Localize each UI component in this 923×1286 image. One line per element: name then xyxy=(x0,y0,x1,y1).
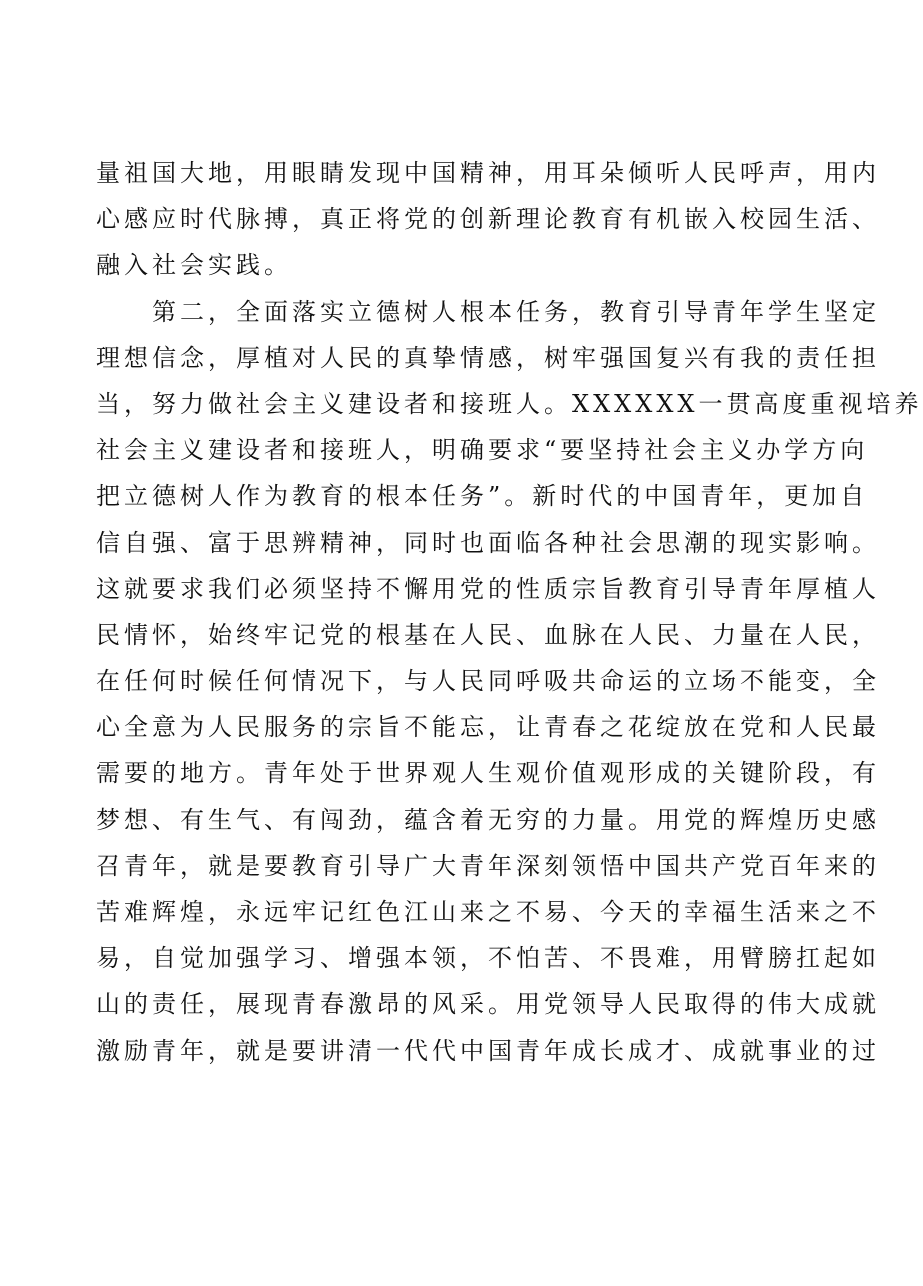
text-line: 信自强、富于思辨精神，同时也面临各种社会思潮的现实影响。 xyxy=(96,528,880,557)
text-line: 这就要求我们必须坚持不懈用党的性质宗旨教育引导青年厚植人 xyxy=(96,574,880,603)
text-line: 心全意为人民服务的宗旨不能忘，让青春之花绽放在党和人民最 xyxy=(96,713,880,742)
text-line: 召青年，就是要教育引导广大青年深刻领悟中国共产党百年来的 xyxy=(96,851,880,880)
text-line: 激励青年，就是要讲清一代代中国青年成长成才、成就事业的过 xyxy=(96,1036,880,1065)
text-line: 需要的地方。青年处于世界观人生观价值观形成的关键阶段，有 xyxy=(96,759,880,788)
text-line: 心感应时代脉搏，真正将党的创新理论教育有机嵌入校园生活、 xyxy=(96,205,880,234)
text-line: 苦难辉煌，永远牢记红色江山来之不易、今天的幸福生活来之不 xyxy=(96,898,880,926)
text-line: 易，自觉加强学习、增强本领，不怕苦、不畏难，用臂膀扛起如 xyxy=(96,944,880,973)
text-line: 理想信念，厚植对人民的真挚情感，树牢强国复兴有我的责任担 xyxy=(96,343,880,372)
document-body xyxy=(96,150,923,1074)
text-line: 量祖国大地，用眼睛发现中国精神，用耳朵倾听人民呼声，用内 xyxy=(96,159,880,187)
text-line: 民情怀，始终牢记党的根基在人民、血脉在人民、力量在人民， xyxy=(96,620,880,649)
paragraph-first-line: 第二，全面落实立德树人根本任务，教育引导青年学生坚定 xyxy=(152,297,880,326)
text-line: 把立德树人作为教育的根本任务”。新时代的中国青年，更加自 xyxy=(96,482,869,511)
text-line: 山的责任，展现青春激昂的风采。用党领导人民取得的伟大成就 xyxy=(96,990,880,1019)
text-line: 梦想、有生气、有闯劲，蕴含着无穷的力量。用党的辉煌历史感 xyxy=(96,805,880,834)
text-line: 当，努力做社会主义建设者和接班人。XXXXXX一贯高度重视培养 xyxy=(96,389,923,418)
text-line: 融入社会实践。 xyxy=(96,251,292,280)
text-line: 在任何时候任何情况下，与人民同呼吸共命运的立场不能变，全 xyxy=(96,667,880,696)
text-line: 社会主义建设者和接班人，明确要求“要坚持社会主义办学方向 xyxy=(96,436,869,465)
